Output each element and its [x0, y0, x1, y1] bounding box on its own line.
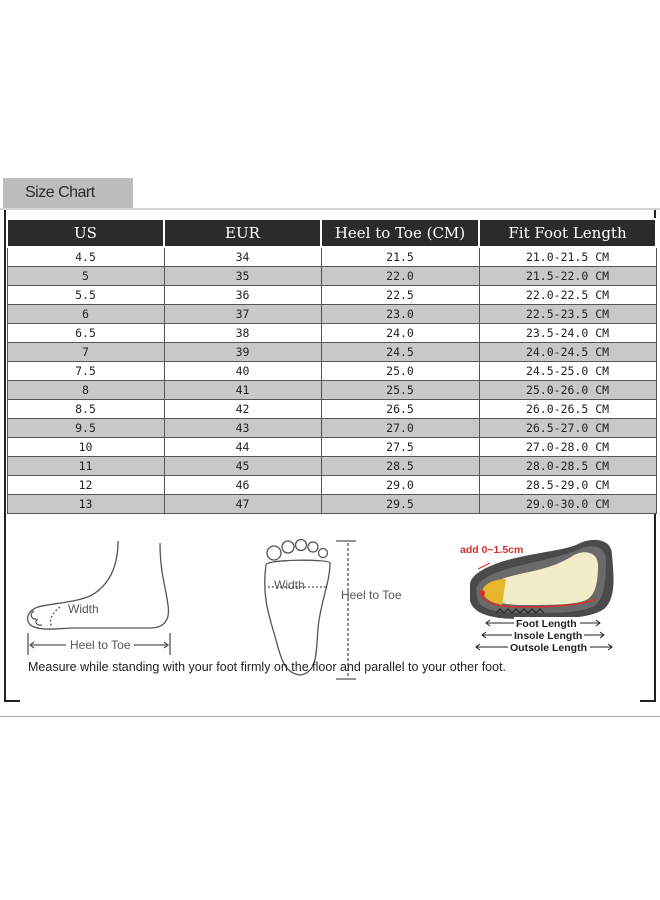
cell-eur: 38: [164, 324, 321, 343]
cell-heel-to-toe: 27.5: [321, 438, 479, 457]
size-chart-panel: [0, 178, 660, 718]
cell-eur: 42: [164, 400, 321, 419]
cell-heel-to-toe: 25.5: [321, 381, 479, 400]
cell-heel-to-toe: 21.5: [321, 247, 479, 267]
cell-us: 12: [7, 476, 164, 495]
size-table: [6, 218, 657, 514]
cell-eur: 41: [164, 381, 321, 400]
cell-fit-foot-length: 25.0-26.0 CM: [479, 381, 656, 400]
top-width-label: Width: [274, 578, 305, 592]
side-heel-label: Heel to Toe: [70, 638, 131, 652]
header-heel-to-toe: Heel to Toe (CM): [321, 219, 479, 247]
table-header-row: [7, 219, 656, 247]
table-row: [7, 381, 656, 400]
header-us: US: [7, 219, 164, 247]
cell-eur: 45: [164, 457, 321, 476]
cell-eur: 35: [164, 267, 321, 286]
cell-eur: 34: [164, 247, 321, 267]
table-row: [7, 286, 656, 305]
tab-underline: [0, 208, 660, 210]
shoe-outsole-length-label: Outsole Length: [510, 642, 587, 654]
cell-us: 6: [7, 305, 164, 324]
cell-eur: 43: [164, 419, 321, 438]
cell-fit-foot-length: 22.0-22.5 CM: [479, 286, 656, 305]
cell-heel-to-toe: 27.0: [321, 419, 479, 438]
cell-fit-foot-length: 23.5-24.0 CM: [479, 324, 656, 343]
table-row: [7, 495, 656, 514]
header-fit-foot-length: Fit Foot Length: [479, 219, 656, 247]
cell-fit-foot-length: 26.5-27.0 CM: [479, 419, 656, 438]
cell-eur: 36: [164, 286, 321, 305]
cell-heel-to-toe: 26.5: [321, 400, 479, 419]
table-row: [7, 400, 656, 419]
cell-us: 7: [7, 343, 164, 362]
cell-heel-to-toe: 23.0: [321, 305, 479, 324]
cell-us: 8: [7, 381, 164, 400]
size-chart-tab: Size Chart: [3, 178, 133, 208]
cell-eur: 44: [164, 438, 321, 457]
cell-fit-foot-length: 24.0-24.5 CM: [479, 343, 656, 362]
top-foot-icon: [265, 540, 356, 680]
table-row: [7, 247, 656, 267]
cell-us: 7.5: [7, 362, 164, 381]
frame-corner-left: [4, 700, 20, 702]
cell-fit-foot-length: 22.5-23.5 CM: [479, 305, 656, 324]
table-row: [7, 324, 656, 343]
cell-us: 5.5: [7, 286, 164, 305]
cell-eur: 40: [164, 362, 321, 381]
cell-us: 5: [7, 267, 164, 286]
cell-heel-to-toe: 24.5: [321, 343, 479, 362]
table-row: [7, 476, 656, 495]
cell-eur: 39: [164, 343, 321, 362]
table-row: [7, 343, 656, 362]
cell-heel-to-toe: 22.5: [321, 286, 479, 305]
shoe-insole-length-label: Insole Length: [514, 630, 583, 642]
cell-heel-to-toe: 29.5: [321, 495, 479, 514]
cell-us: 9.5: [7, 419, 164, 438]
cell-eur: 37: [164, 305, 321, 324]
table-row: [7, 362, 656, 381]
table-row: [7, 305, 656, 324]
top-heel-label: Heel to Toe: [341, 588, 402, 602]
cell-fit-foot-length: 29.0-30.0 CM: [479, 495, 656, 514]
shoe-add-label: add 0~1.5cm: [460, 544, 524, 556]
shoe-foot-length-label: Foot Length: [516, 618, 577, 630]
cell-fit-foot-length: 24.5-25.0 CM: [479, 362, 656, 381]
cell-heel-to-toe: 29.0: [321, 476, 479, 495]
cell-fit-foot-length: 21.5-22.0 CM: [479, 267, 656, 286]
cell-us: 13: [7, 495, 164, 514]
cell-heel-to-toe: 24.0: [321, 324, 479, 343]
header-eur: EUR: [164, 219, 321, 247]
cell-heel-to-toe: 25.0: [321, 362, 479, 381]
frame-corner-right: [640, 700, 656, 702]
cell-fit-foot-length: 28.0-28.5 CM: [479, 457, 656, 476]
cell-eur: 46: [164, 476, 321, 495]
cell-us: 4.5: [7, 247, 164, 267]
cell-fit-foot-length: 27.0-28.0 CM: [479, 438, 656, 457]
cell-us: 10: [7, 438, 164, 457]
cell-fit-foot-length: 28.5-29.0 CM: [479, 476, 656, 495]
cell-fit-foot-length: 21.0-21.5 CM: [479, 247, 656, 267]
table-row: [7, 419, 656, 438]
cell-heel-to-toe: 22.0: [321, 267, 479, 286]
cell-us: 6.5: [7, 324, 164, 343]
cell-us: 11: [7, 457, 164, 476]
table-row: [7, 438, 656, 457]
cell-eur: 47: [164, 495, 321, 514]
table-row: [7, 267, 656, 286]
cell-heel-to-toe: 28.5: [321, 457, 479, 476]
bottom-divider: [0, 716, 660, 717]
side-width-label: Width: [68, 602, 99, 616]
cell-us: 8.5: [7, 400, 164, 419]
table-row: [7, 457, 656, 476]
cell-fit-foot-length: 26.0-26.5 CM: [479, 400, 656, 419]
measurement-caption: Measure while standing with your foot firmly on the floor and parallel to your other foot.: [28, 660, 507, 674]
